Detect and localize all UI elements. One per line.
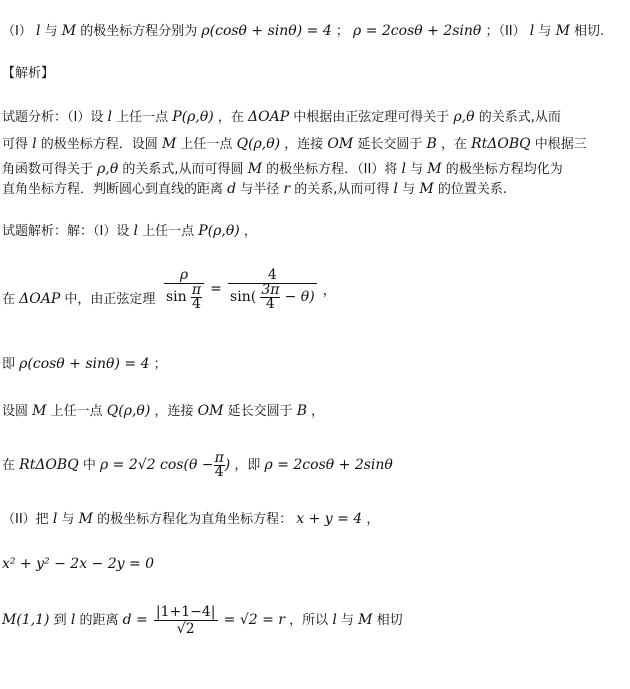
math-l: l: [52, 511, 58, 527]
math-OM: OM: [327, 136, 354, 152]
text: − θ): [284, 289, 315, 305]
math-M: M: [247, 161, 263, 177]
math-M: M: [555, 23, 570, 39]
math-vars: ρ,θ: [453, 109, 475, 125]
three-pi-over-4: [260, 284, 280, 311]
fraction-left: [164, 267, 204, 311]
equals: =: [210, 281, 222, 297]
math-OM: OM: [197, 403, 224, 419]
problem-statement: [2, 22, 604, 41]
fraction-numerator: |1+1−4|: [155, 604, 216, 620]
math-P: P: [198, 223, 208, 239]
text: ): [224, 457, 231, 473]
solution-line-3: [2, 355, 167, 374]
text: 与: [410, 162, 424, 177]
fraction-numerator: 4: [228, 267, 317, 284]
text: ，: [311, 404, 325, 419]
text: 即: [2, 357, 16, 372]
text: ，: [366, 512, 380, 527]
math-M: M: [427, 161, 442, 177]
text: 直角坐标方程．判断圆心到直线的距离: [2, 182, 224, 197]
text: ，: [243, 224, 257, 239]
equation-M: ρ = 2cosθ + 2sinθ: [264, 457, 393, 473]
text: ，即: [234, 458, 261, 473]
text: 的极坐标方程均化为: [445, 162, 563, 177]
text: 的关系式,从而可得圆: [122, 162, 244, 177]
text: 设圆: [2, 404, 29, 419]
math-rt-triangle: RtΔOBQ: [471, 136, 531, 152]
analysis-line-3: [2, 160, 563, 179]
text: ，连接: [284, 137, 324, 152]
text: 上任一点: [116, 110, 169, 125]
text: π: [214, 450, 224, 466]
fraction-denominator: √2: [176, 621, 195, 637]
math-l: l: [133, 223, 138, 239]
math-d: d: [227, 181, 237, 197]
sine-law-equation: [162, 267, 336, 311]
math-coords: (ρ,θ): [248, 136, 281, 152]
text: 到: [53, 613, 67, 628]
solution-line-8: [2, 598, 403, 643]
math-center: M(1,1): [2, 612, 50, 628]
math-M: M: [78, 511, 93, 527]
text: 延长交圆于: [227, 404, 293, 419]
text: 中，由正弦定理: [64, 292, 156, 307]
math-B: B: [426, 136, 437, 152]
text: 上任一点: [142, 224, 195, 239]
math-coords: (ρ,θ): [118, 403, 151, 419]
distance-fraction: [154, 604, 218, 637]
math-l: l: [401, 161, 406, 177]
equation-M: ρ = 2cosθ + 2sinθ: [353, 23, 482, 39]
text: 相切: [376, 613, 403, 628]
math-l: l: [332, 612, 337, 628]
math-coords: (ρ,θ): [181, 109, 214, 125]
text: 的关系式,从而: [478, 110, 561, 125]
text: 的极坐标方程．设圆: [40, 137, 158, 152]
text: π: [191, 282, 202, 298]
math-triangle: ΔOAP: [19, 291, 61, 307]
text: 与: [538, 24, 552, 39]
math-B: B: [296, 403, 308, 419]
text: （II）把: [2, 512, 49, 527]
analysis-heading: 【解析】: [2, 66, 55, 81]
solution-line-1: [2, 222, 257, 241]
math-P: P: [172, 109, 182, 125]
fraction-denominator: [164, 284, 204, 311]
math-r: r: [283, 181, 291, 197]
text: 试题解析：解：（I）设: [2, 224, 130, 239]
text: 4: [191, 296, 201, 312]
analysis-line-2: [2, 135, 587, 154]
pi-over-4: [214, 452, 225, 479]
solution-line-2-text: [2, 290, 155, 309]
fraction-denominator: [228, 284, 317, 311]
text: 与: [340, 613, 354, 628]
equation-polar: ρ = 2√2 cos(θ −: [99, 457, 214, 473]
text: 延长交圆于: [357, 137, 423, 152]
fraction-right: [228, 267, 317, 311]
text: 中: [82, 458, 96, 473]
text: ；: [153, 357, 167, 372]
math-l: l: [70, 612, 76, 628]
part-label: ；（II）: [485, 24, 526, 39]
text: ，连接: [154, 404, 194, 419]
math-rt-triangle: RtΔOBQ: [19, 457, 79, 473]
solution-line-6: [2, 510, 379, 529]
text: 4: [265, 296, 275, 312]
math-M: M: [358, 612, 373, 628]
equation-circle-cartesian: x² + y² − 2x − 2y = 0: [2, 556, 155, 572]
text: 4: [214, 464, 224, 480]
text: sin: [166, 289, 187, 305]
equation-l: ρ(cosθ + sinθ) = 4: [201, 23, 332, 39]
text: ，所以: [289, 613, 329, 628]
text: 的位置关系.: [437, 182, 507, 197]
distance-label: d =: [122, 612, 148, 628]
text: 的极坐标方程分别为: [80, 24, 198, 39]
math-M: M: [32, 403, 47, 419]
math-l: l: [35, 23, 41, 39]
text: 3π: [261, 282, 280, 298]
text: 与: [402, 182, 416, 197]
distance-result: = √2 = r: [223, 612, 286, 628]
text: 上任一点: [50, 404, 103, 419]
fraction-numerator: ρ: [164, 267, 204, 284]
text: 与: [44, 24, 58, 39]
math-l: l: [32, 136, 37, 152]
analysis-line-4: [2, 180, 507, 199]
text: 与半径: [240, 182, 280, 197]
math-coords: (ρ,θ): [207, 223, 240, 239]
solution-line-7: [2, 555, 154, 574]
part-label: （I）: [2, 24, 32, 39]
math-triangle: ΔOAP: [248, 109, 290, 125]
math-vars: ρ,θ: [97, 161, 119, 177]
text: 的极坐标方程．（II）将: [266, 162, 398, 177]
text: 的距离: [79, 613, 119, 628]
math-M: M: [161, 136, 177, 152]
text: 中根据三: [534, 137, 587, 152]
text: 上任一点: [180, 137, 233, 152]
text: 相切.: [574, 24, 605, 39]
math-l: l: [107, 109, 112, 125]
equation-l: ρ(cosθ + sinθ) = 4: [19, 356, 150, 372]
text: 试题分析：（I）设: [2, 110, 104, 125]
text: 角函数可得关于: [2, 162, 94, 177]
math-l: l: [393, 181, 399, 197]
solution-line-4: [2, 402, 324, 421]
text: 可得: [2, 137, 29, 152]
text: sin(: [230, 289, 257, 305]
text: ，: [322, 283, 336, 299]
analysis-line-1: [2, 108, 561, 127]
math-Q: Q: [236, 136, 249, 152]
pi-over-4: [191, 284, 202, 311]
solution-line-5: [2, 448, 393, 483]
text: ，在: [217, 110, 244, 125]
text: 的极坐标方程化为直角坐标方程：: [97, 512, 293, 527]
text: ，在: [440, 137, 467, 152]
math-M: M: [419, 181, 434, 197]
equation-line-cartesian: x + y = 4: [296, 511, 363, 527]
text: 在: [2, 458, 16, 473]
text: 的关系,从而可得: [294, 182, 390, 197]
text: ；: [335, 24, 349, 39]
text: 中根据由正弦定理可得关于: [293, 110, 450, 125]
math-M: M: [61, 23, 77, 39]
text: 在: [2, 292, 16, 307]
text: 与: [61, 512, 75, 527]
math-Q: Q: [106, 403, 119, 419]
math-l: l: [529, 23, 535, 39]
